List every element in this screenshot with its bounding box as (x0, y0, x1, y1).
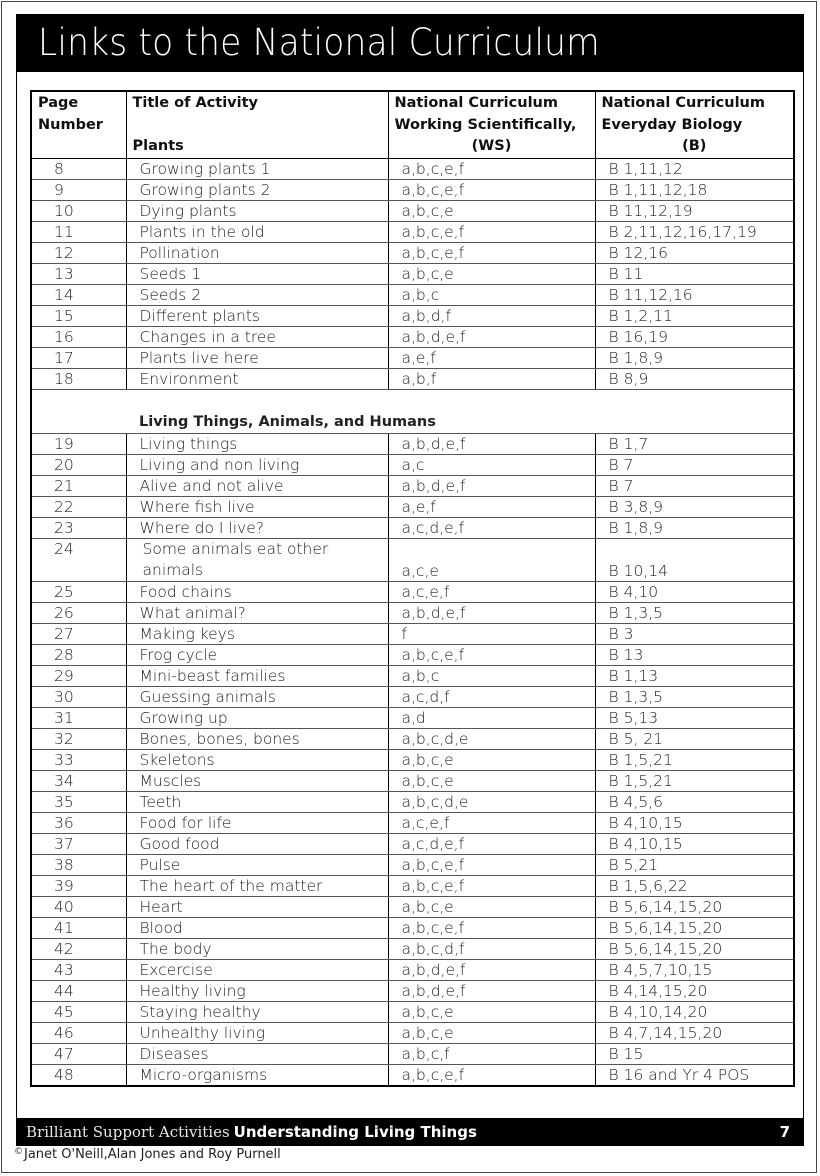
table-row (31, 158, 794, 179)
activity-title-cell: Food for life (126, 812, 388, 833)
section-heading-row (31, 389, 794, 433)
working-scientifically-cell: a,b,d,e,f (388, 980, 595, 1001)
activity-title-cell: Unhealthy living (126, 1022, 388, 1043)
table-row (31, 284, 794, 305)
table-row (31, 707, 794, 728)
everyday-biology-cell: B 4,5,6 (595, 791, 794, 812)
activity-title-cell: Seeds 2 (126, 284, 388, 305)
page-number-cell: 10 (31, 200, 126, 221)
page-number-cell: 8 (31, 158, 126, 179)
working-scientifically-cell: a,b,c,e,f (388, 179, 595, 200)
working-scientifically-cell: a,b,d,e,f (388, 433, 595, 454)
table-body (31, 158, 794, 1086)
table-row (31, 1022, 794, 1043)
page-number-cell: 14 (31, 284, 126, 305)
everyday-biology-cell: B 1,13 (595, 665, 794, 686)
activity-title-cell: Skeletons (126, 749, 388, 770)
activity-title-cell: Where fish live (126, 496, 388, 517)
page-number-cell: 36 (31, 812, 126, 833)
footer-bar (16, 1118, 804, 1146)
book-title: Understanding Living Things (233, 1123, 477, 1141)
table-row (31, 980, 794, 1001)
table-row (31, 791, 794, 812)
working-scientifically-cell: a,b,c,f (388, 1043, 595, 1064)
working-scientifically-cell: a,b,c,e,f (388, 644, 595, 665)
working-scientifically-cell: a,b,c,e (388, 770, 595, 791)
activity-title-cell: Healthy living (126, 980, 388, 1001)
activity-title-cell: What animal? (126, 602, 388, 623)
everyday-biology-cell: B 5,6,14,15,20 (595, 938, 794, 959)
activity-title-cell: Food chains (126, 581, 388, 602)
working-scientifically-cell: a,b,c,d,e (388, 791, 595, 812)
page-number-cell: 12 (31, 242, 126, 263)
working-scientifically-cell: a,b,c,e,f (388, 875, 595, 896)
table-row (31, 728, 794, 749)
copyright-icon: © (14, 1147, 23, 1157)
page-number-cell: 40 (31, 896, 126, 917)
everyday-biology-cell: B 16 and Yr 4 POS (595, 1064, 794, 1086)
page-title: Links to the National Curriculum (38, 21, 600, 64)
table-row (31, 242, 794, 263)
page-number-cell: 20 (31, 454, 126, 475)
working-scientifically-cell: a,e,f (388, 496, 595, 517)
activity-title-cell: Growing plants 2 (126, 179, 388, 200)
header-b-line3: (B) (682, 138, 707, 154)
header-page-number (31, 91, 126, 158)
working-scientifically-cell: a,d (388, 707, 595, 728)
header-ws-line1: National Curriculum (394, 95, 558, 111)
page-number-cell: 11 (31, 221, 126, 242)
working-scientifically-cell: a,c,d,e,f (388, 833, 595, 854)
everyday-biology-cell: B 16,19 (595, 326, 794, 347)
working-scientifically-cell: a,e,f (388, 347, 595, 368)
working-scientifically-cell: a,b,c,e (388, 896, 595, 917)
page-number-cell: 18 (31, 368, 126, 389)
table-row (31, 368, 794, 389)
table-row (31, 538, 794, 581)
activity-title-cell: Good food (126, 833, 388, 854)
page-number-cell: 13 (31, 263, 126, 284)
everyday-biology-cell: B 1,8,9 (595, 517, 794, 538)
header-ws-line2: Working Scientifically, (394, 116, 577, 133)
everyday-biology-cell: B 1,2,11 (595, 305, 794, 326)
everyday-biology-cell: B 12,16 (595, 242, 794, 263)
table-row (31, 347, 794, 368)
page-number-cell: 38 (31, 854, 126, 875)
page-number-cell: 47 (31, 1043, 126, 1064)
everyday-biology-cell: B 5,6,14,15,20 (595, 917, 794, 938)
working-scientifically-cell: a,c,e,f (388, 812, 595, 833)
page-number-cell: 24 (31, 538, 126, 581)
page-number-cell: 17 (31, 347, 126, 368)
page-number-cell: 42 (31, 938, 126, 959)
working-scientifically-cell: a,b,f (388, 368, 595, 389)
activity-title-cell: Pollination (126, 242, 388, 263)
table-row (31, 749, 794, 770)
everyday-biology-cell: B 11,12,19 (595, 200, 794, 221)
working-scientifically-cell: a,b,c,e,f (388, 917, 595, 938)
everyday-biology-cell: B 5, 21 (595, 728, 794, 749)
activity-title-cell: Dying plants (126, 200, 388, 221)
table-row (31, 179, 794, 200)
page-number-cell: 32 (31, 728, 126, 749)
activity-title-cell: The heart of the matter (126, 875, 388, 896)
everyday-biology-cell: B 4,10,15 (595, 833, 794, 854)
table-row (31, 854, 794, 875)
everyday-biology-cell: B 11,12,16 (595, 284, 794, 305)
table-row (31, 454, 794, 475)
page-number-cell: 39 (31, 875, 126, 896)
everyday-biology-cell: B 2,11,12,16,17,19 (595, 221, 794, 242)
activity-title-cell: Plants live here (126, 347, 388, 368)
page-number: 7 (779, 1123, 790, 1141)
header-b-line2: Everyday Biology (601, 116, 743, 133)
header-title-of-activity (126, 91, 388, 158)
table-row (31, 1043, 794, 1064)
everyday-biology-cell: B 4,7,14,15,20 (595, 1022, 794, 1043)
table-row (31, 221, 794, 242)
everyday-biology-cell: B 11 (595, 263, 794, 284)
page-number-cell: 29 (31, 665, 126, 686)
table-row (31, 770, 794, 791)
table-row (31, 263, 794, 284)
everyday-biology-cell: B 1,5,6,22 (595, 875, 794, 896)
table-row (31, 517, 794, 538)
activity-title-cell: Pulse (126, 854, 388, 875)
working-scientifically-cell: a,b,c,e,f (388, 221, 595, 242)
page-number-cell: 28 (31, 644, 126, 665)
activity-title-cell: Growing up (126, 707, 388, 728)
activity-title-cell: Staying healthy (126, 1001, 388, 1022)
everyday-biology-cell: B 3 (595, 623, 794, 644)
footer-book-info (26, 1123, 477, 1141)
working-scientifically-cell: a,b,c (388, 665, 595, 686)
activity-title-cell: Mini-beast families (126, 665, 388, 686)
header-b-line1: National Curriculum (601, 95, 765, 111)
series-name: Brilliant Support Activities (26, 1123, 230, 1141)
working-scientifically-cell: a,b,c,e,f (388, 242, 595, 263)
activity-title-cell: Growing plants 1 (126, 158, 388, 179)
table-row (31, 917, 794, 938)
everyday-biology-cell: B 4,5,7,10,15 (595, 959, 794, 980)
copyright-authors: Janet O'Neill,Alan Jones and Roy Purnell (24, 1147, 281, 1162)
section-heading-plants: Plants (132, 138, 184, 154)
working-scientifically-cell: a,b,c,e,f (388, 1064, 595, 1086)
activity-title-cell: Bones, bones, bones (126, 728, 388, 749)
activity-title-cell: Different plants (126, 305, 388, 326)
everyday-biology-cell: B 1,5,21 (595, 749, 794, 770)
everyday-biology-cell: B 1,11,12 (595, 158, 794, 179)
everyday-biology-cell: B 5,21 (595, 854, 794, 875)
page-number-cell: 26 (31, 602, 126, 623)
page-number-cell: 22 (31, 496, 126, 517)
activity-title-cell: Blood (126, 917, 388, 938)
section-spacer (31, 389, 126, 433)
activity-title-cell: Living things (126, 433, 388, 454)
title-bar (16, 14, 804, 72)
header-everyday-biology (595, 91, 794, 158)
everyday-biology-cell: B 1,8,9 (595, 347, 794, 368)
table-row (31, 475, 794, 496)
page-number-cell: 23 (31, 517, 126, 538)
everyday-biology-cell: B 1,11,12,18 (595, 179, 794, 200)
working-scientifically-cell: a,c (388, 454, 595, 475)
everyday-biology-cell: B 4,10,15 (595, 812, 794, 833)
everyday-biology-cell: B 13 (595, 644, 794, 665)
working-scientifically-cell: f (388, 623, 595, 644)
table-row (31, 875, 794, 896)
working-scientifically-cell: a,b,c,d,f (388, 938, 595, 959)
everyday-biology-cell: B 4,10 (595, 581, 794, 602)
table-row (31, 326, 794, 347)
activity-title-cell: Plants in the old (126, 221, 388, 242)
everyday-biology-cell: B 8,9 (595, 368, 794, 389)
activity-title-cell: Seeds 1 (126, 263, 388, 284)
table-row (31, 581, 794, 602)
table-row (31, 833, 794, 854)
everyday-biology-cell: B 1,7 (595, 433, 794, 454)
working-scientifically-cell: a,b,d,f (388, 305, 595, 326)
page-number-cell: 44 (31, 980, 126, 1001)
page-number-cell: 25 (31, 581, 126, 602)
table-row (31, 602, 794, 623)
table-row (31, 623, 794, 644)
working-scientifically-cell: a,b,c,e (388, 749, 595, 770)
table-row (31, 305, 794, 326)
everyday-biology-cell: B 15 (595, 1043, 794, 1064)
table-row (31, 896, 794, 917)
table-row (31, 496, 794, 517)
working-scientifically-cell: a,b,d,e,f (388, 959, 595, 980)
page-number-cell: 46 (31, 1022, 126, 1043)
page-number-cell: 15 (31, 305, 126, 326)
page-number-cell: 48 (31, 1064, 126, 1086)
header-title-label: Title of Activity (132, 95, 258, 111)
page-number-cell: 43 (31, 959, 126, 980)
activity-title-cell: Living and non living (126, 454, 388, 475)
working-scientifically-cell: a,b,c,e,f (388, 158, 595, 179)
page-number-cell: 30 (31, 686, 126, 707)
working-scientifically-cell: a,c,e,f (388, 581, 595, 602)
table-row (31, 686, 794, 707)
page-number-cell: 41 (31, 917, 126, 938)
header-ws-line3: (WS) (471, 138, 512, 154)
curriculum-table (30, 90, 795, 1087)
everyday-biology-cell: B 1,3,5 (595, 686, 794, 707)
everyday-biology-cell: B 7 (595, 454, 794, 475)
page-number-cell: 34 (31, 770, 126, 791)
working-scientifically-cell: a,b,d,e,f (388, 475, 595, 496)
working-scientifically-cell: a,b,c,e (388, 1001, 595, 1022)
working-scientifically-cell: a,b,c,e (388, 263, 595, 284)
everyday-biology-cell: B 5,13 (595, 707, 794, 728)
page-number-cell: 21 (31, 475, 126, 496)
header-working-scientifically (388, 91, 595, 158)
working-scientifically-cell: a,c,d,f (388, 686, 595, 707)
page-number-cell: 31 (31, 707, 126, 728)
table-row (31, 1064, 794, 1086)
page-number-cell: 37 (31, 833, 126, 854)
table-row (31, 665, 794, 686)
everyday-biology-cell: B 1,3,5 (595, 602, 794, 623)
activity-title-cell: Guessing animals (126, 686, 388, 707)
section-heading: Living Things, Animals, and Humans (126, 389, 794, 433)
page-number-cell: 45 (31, 1001, 126, 1022)
activity-title-cell: Diseases (126, 1043, 388, 1064)
copyright-notice (14, 1147, 281, 1162)
everyday-biology-cell: B 3,8,9 (595, 496, 794, 517)
table-row (31, 200, 794, 221)
page-number-cell: 35 (31, 791, 126, 812)
working-scientifically-cell: a,b,c,d,e (388, 728, 595, 749)
working-scientifically-cell: a,b,c (388, 284, 595, 305)
activity-title-cell: Muscles (126, 770, 388, 791)
working-scientifically-cell: a,c,e (388, 538, 595, 581)
working-scientifically-cell: a,c,d,e,f (388, 517, 595, 538)
page-number-cell: 19 (31, 433, 126, 454)
activity-title-cell: Where do I live? (126, 517, 388, 538)
table-row (31, 644, 794, 665)
table-row (31, 959, 794, 980)
everyday-biology-cell: B 7 (595, 475, 794, 496)
page-number-cell: 9 (31, 179, 126, 200)
activity-title-cell: Teeth (126, 791, 388, 812)
table-header-row (31, 91, 794, 158)
activity-title-cell: Excercise (126, 959, 388, 980)
working-scientifically-cell: a,b,c,e (388, 1022, 595, 1043)
working-scientifically-cell: a,b,c,e (388, 200, 595, 221)
table-row (31, 938, 794, 959)
activity-title-cell: Frog cycle (126, 644, 388, 665)
page-number-cell: 33 (31, 749, 126, 770)
working-scientifically-cell: a,b,c,e,f (388, 854, 595, 875)
working-scientifically-cell: a,b,d,e,f (388, 326, 595, 347)
everyday-biology-cell: B 5,6,14,15,20 (595, 896, 794, 917)
activity-title-cell: Some animals eat other animals (126, 538, 388, 581)
page-number-cell: 27 (31, 623, 126, 644)
activity-title-cell: Micro-organisms (126, 1064, 388, 1086)
table-row (31, 812, 794, 833)
activity-title-cell: The body (126, 938, 388, 959)
table-row (31, 433, 794, 454)
everyday-biology-cell: B 1,5,21 (595, 770, 794, 791)
activity-title-cell: Heart (126, 896, 388, 917)
table-row (31, 1001, 794, 1022)
working-scientifically-cell: a,b,d,e,f (388, 602, 595, 623)
everyday-biology-cell: B 4,14,15,20 (595, 980, 794, 1001)
page-number-cell: 16 (31, 326, 126, 347)
activity-title-cell: Environment (126, 368, 388, 389)
everyday-biology-cell: B 10,14 (595, 538, 794, 581)
activity-title-cell: Changes in a tree (126, 326, 388, 347)
header-page-number-label: Page Number (38, 95, 103, 133)
activity-title-cell: Alive and not alive (126, 475, 388, 496)
activity-title-cell: Making keys (126, 623, 388, 644)
everyday-biology-cell: B 4,10,14,20 (595, 1001, 794, 1022)
